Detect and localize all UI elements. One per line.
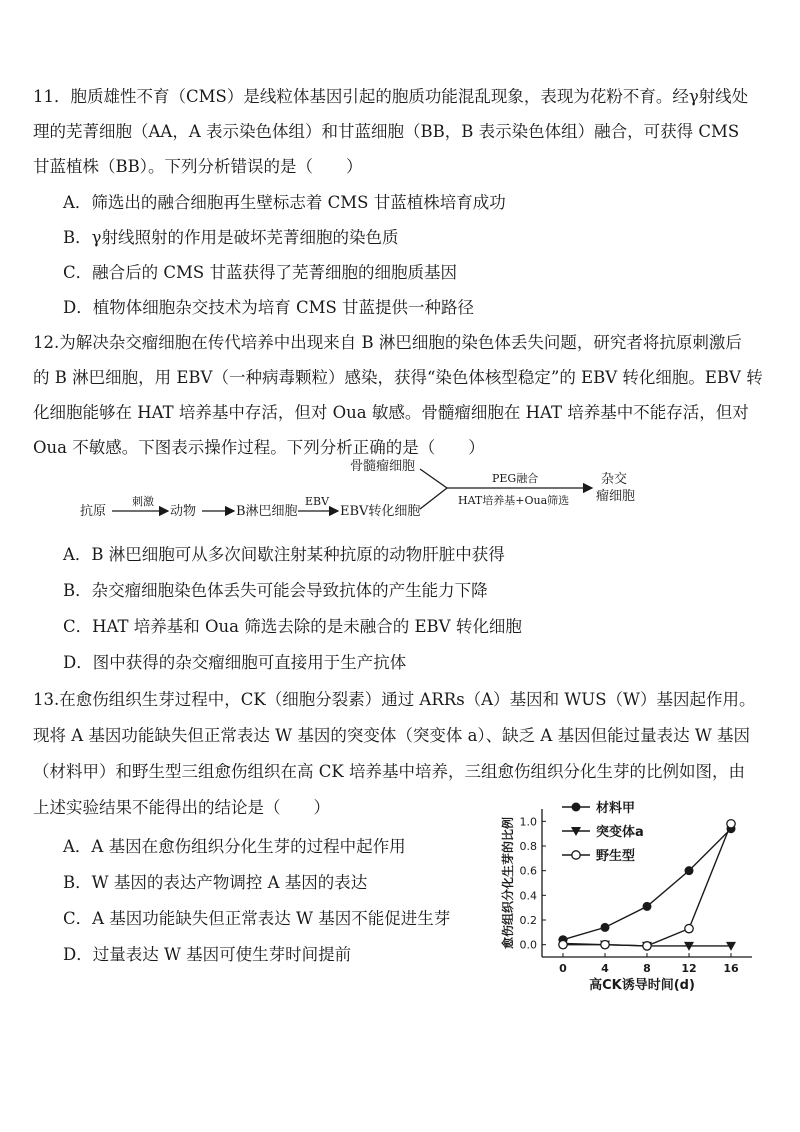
q12-option-d: D．图中获得的杂交瘤细胞可直接用于生产抗体 xyxy=(63,653,407,672)
x-tick-label: 8 xyxy=(643,962,651,975)
q12-option-c: C．HAT 培养基和 Oua 筛选去除的是未融合的 EBV 转化细胞 xyxy=(63,617,522,636)
y-axis-label: 愈伤组织分化生芽的比例 xyxy=(501,816,515,950)
flow-screen: HAT培养基+Oua筛选 xyxy=(458,494,570,507)
y-tick-label: 0.0 xyxy=(519,938,537,952)
q13-stem-line-3: （材料甲）和野生型三组愈伤组织在高 CK 培养基中培养，三组愈伤组织分化生芽的比例如图，由 xyxy=(33,762,745,781)
series-3-point xyxy=(601,940,609,948)
q13-option-c: C．A 基因功能缺失但正常表达 W 基因不能促进生芽 xyxy=(63,909,451,928)
flow-myeloma: 骨髓瘤细胞 xyxy=(350,459,416,474)
q11-stem-line-1: 11．胞质雄性不育（CMS）是线粒体基因引起的胞质功能混乱现象，表现为花粉不育。经γ射线处 xyxy=(33,87,749,106)
x-tick-label: 4 xyxy=(601,962,609,975)
q11-option-c: C．融合后的 CMS 甘蓝获得了芜菁细胞的细胞质基因 xyxy=(63,263,457,282)
y-tick-label: 0.2 xyxy=(519,914,537,927)
q11-option-a: A．筛选出的融合细胞再生壁标志着 CMS 甘蓝植株培育成功 xyxy=(63,193,506,212)
flow-animal: 动物 xyxy=(170,504,197,519)
series-line-3 xyxy=(563,824,731,946)
series-3-point xyxy=(643,942,651,950)
q11-option-d: D．植物体细胞杂交技术为培育 CMS 甘蓝提供一种路径 xyxy=(63,298,475,317)
legend-marker-1 xyxy=(572,803,580,811)
flow-peg: PEG融合 xyxy=(492,472,539,485)
x-tick-label: 0 xyxy=(559,962,567,975)
legend-label-1: 材料甲 xyxy=(596,801,636,816)
q12-option-a: A．B 淋巴细胞可从多次间歇注射某种抗原的动物肝脏中获得 xyxy=(63,545,505,564)
flow-ebv-cell: EBV转化细胞 xyxy=(340,504,421,519)
x-tick-label: 12 xyxy=(681,962,697,975)
flow-hybrid-1: 杂交 xyxy=(601,472,628,487)
series-line-1 xyxy=(563,829,731,940)
y-tick-label: 0.6 xyxy=(519,864,537,878)
series-1-point xyxy=(601,923,609,931)
q11-stem-line-3: 甘蓝植株（BB）。下列分析错误的是（ ） xyxy=(33,157,363,176)
x-axis-label: 高CK诱导时间(d) xyxy=(589,978,695,993)
legend-label-2: 突变体a xyxy=(596,825,644,840)
legend-label-3: 野生型 xyxy=(596,849,636,864)
q13-option-d: D．过量表达 W 基因可使生芽时间提前 xyxy=(63,945,352,964)
series-1-point xyxy=(685,867,693,875)
q12-stem-line-4: Oua 不敏感。下图表示操作过程。下列分析正确的是（ ） xyxy=(33,438,485,457)
q12-stem-line-2: 的 B 淋巴细胞，用 EBV（一种病毒颗粒）感染，获得“染色体核型稳定”的 EBV 转化细胞。EBV 转 xyxy=(33,368,763,387)
flow-branch-bottom xyxy=(420,488,447,509)
flow-ebv: EBV xyxy=(305,495,330,508)
series-3-point xyxy=(685,924,693,932)
q12-stem-line-1: 12.为解决杂交瘤细胞在传代培养中出现来自 B 淋巴细胞的染色体丢失问题，研究者将抗原刺激后 xyxy=(33,333,742,352)
x-tick-label: 16 xyxy=(723,962,739,975)
q12-stem-line-3: 化细胞能够在 HAT 培养基中存活，但对 Oua 敏感。骨髓瘤细胞在 HAT 培养基中不能存活，但对 xyxy=(33,403,749,422)
flow-b-cell: B淋巴细胞 xyxy=(236,504,298,519)
series-1-point xyxy=(643,902,651,910)
q13-option-b: B．W 基因的表达产物调控 A 基因的表达 xyxy=(63,873,368,892)
antibody-flow-diagram xyxy=(0,455,800,525)
flow-hybrid-2: 瘤细胞 xyxy=(596,489,636,504)
q12-option-b: B．杂交瘤细胞染色体丢失可能会导致抗体的产生能力下降 xyxy=(63,581,488,600)
y-tick-label: 0.4 xyxy=(519,889,537,903)
q13-stem-line-2: 现将 A 基因功能缺失但正常表达 W 基因的突变体（突变体 a）、缺乏 A 基因但能过量表达 W 基因 xyxy=(33,726,751,745)
y-tick-label: 0.8 xyxy=(519,840,537,853)
flow-antigen: 抗原 xyxy=(80,504,107,519)
budding-ratio-chart xyxy=(490,795,780,1010)
y-tick-label: 1.0 xyxy=(519,815,537,829)
q13-stem-line-1: 13.在愈伤组织生芽过程中，CK（细胞分裂素）通过 ARRs（A）基因和 WUS（W）基因起作用。 xyxy=(33,690,756,709)
q13-option-a: A．A 基因在愈伤组织分化生芽的过程中起作用 xyxy=(63,837,406,856)
series-3-point xyxy=(727,820,735,828)
flow-branch-top xyxy=(420,469,447,488)
q11-stem-line-2: 理的芜菁细胞（AA，A 表示染色体组）和甘蓝细胞（BB，B 表示染色体组）融合，可获得 CMS xyxy=(33,122,740,141)
flow-stimulate: 刺激 xyxy=(132,495,154,508)
q11-option-b: B．γ射线照射的作用是破坏芜菁细胞的染色质 xyxy=(63,228,399,247)
q13-stem-line-4: 上述实验结果不能得出的结论是（ ） xyxy=(33,798,330,817)
legend-marker-3 xyxy=(572,851,580,859)
series-3-point xyxy=(559,940,567,948)
